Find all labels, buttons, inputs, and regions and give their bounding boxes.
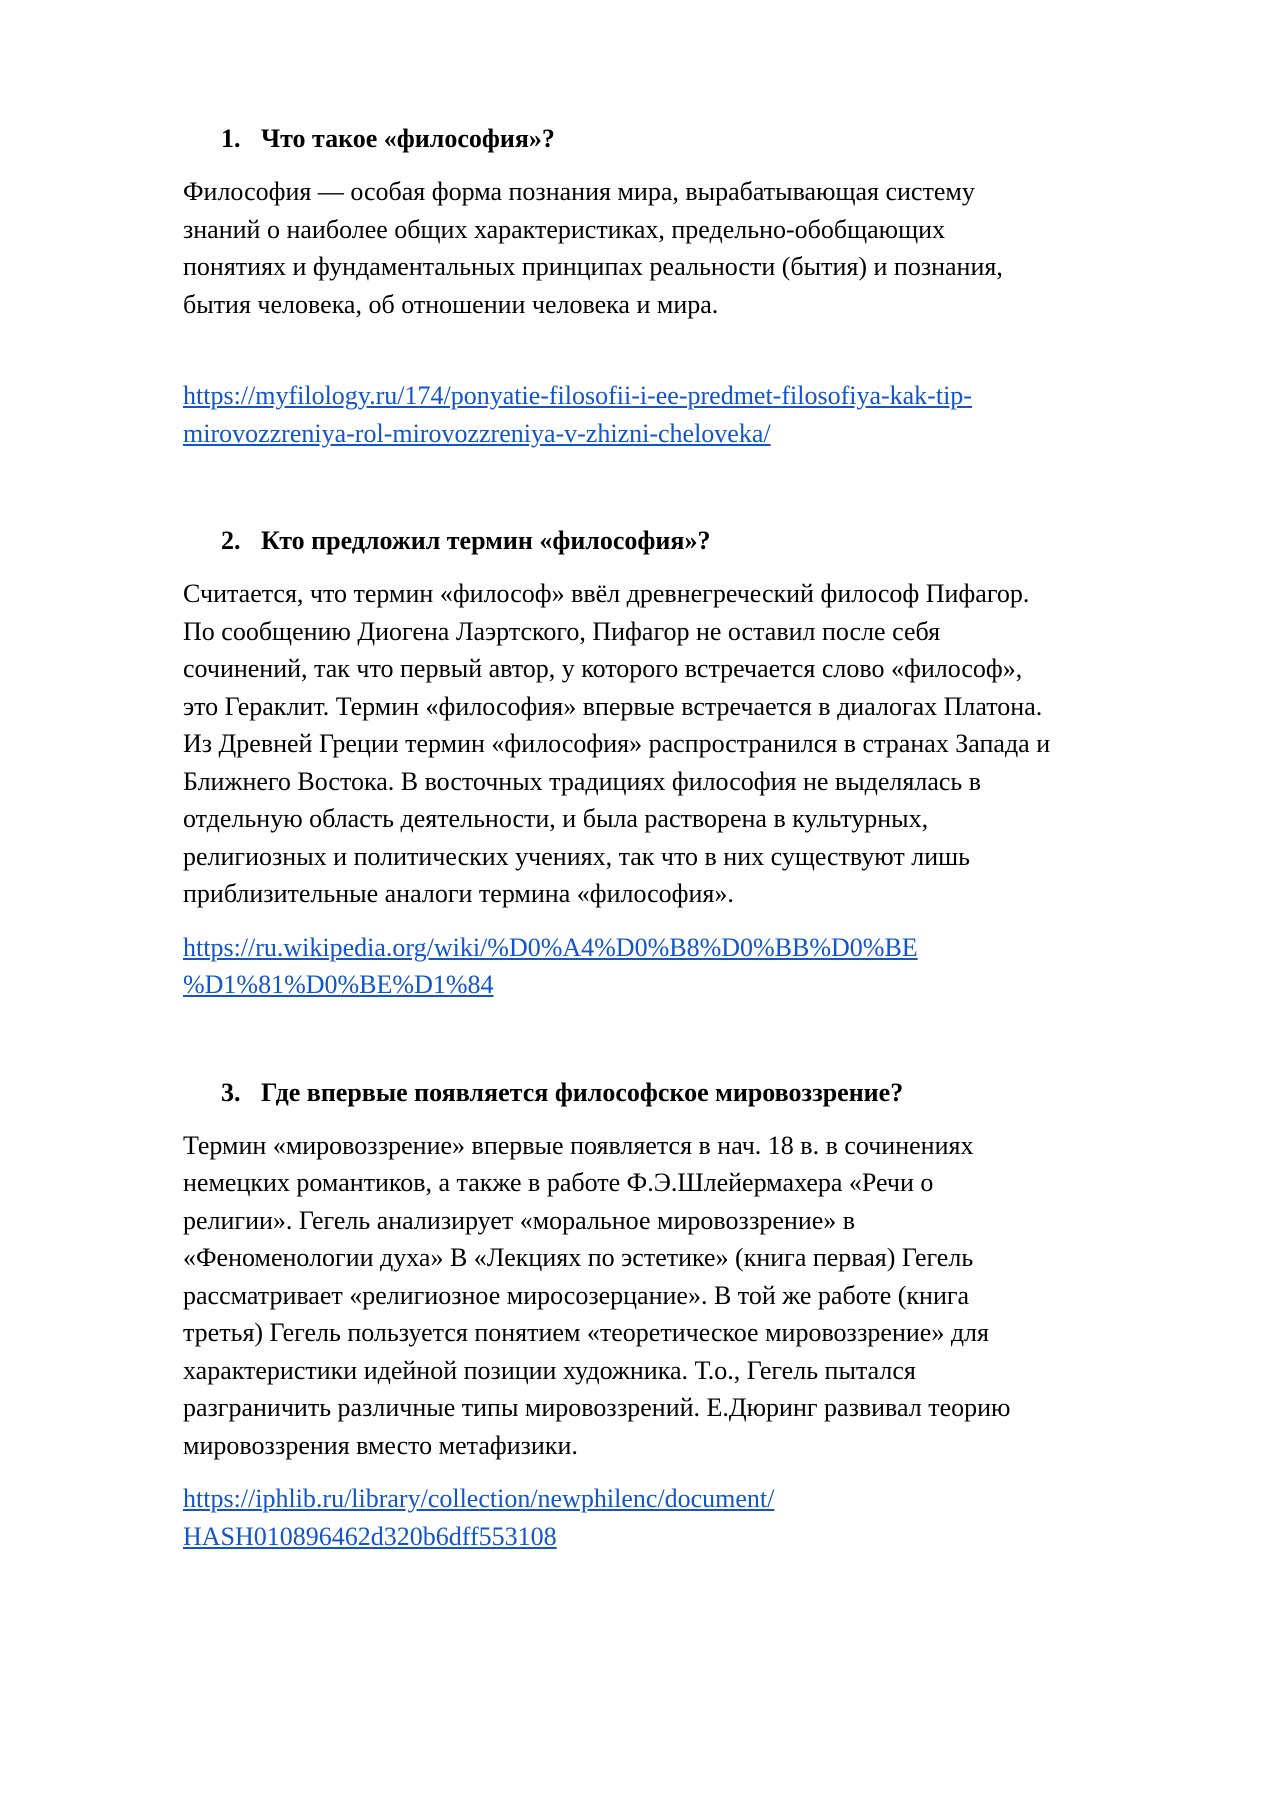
section-heading (183, 522, 1203, 559)
section-heading (183, 1074, 1203, 1111)
document-content (183, 120, 1203, 1555)
list-number: 1. (221, 124, 241, 153)
source-link[interactable]: https://iphlib.ru/library/collection/newphilenc/document/ HASH010896462d320b6dff553108 (183, 1484, 775, 1551)
section-who-proposed-term (183, 522, 1203, 1004)
source-link[interactable]: https://ru.wikipedia.org/wiki/%D0%A4%D0%B8%D0%BB%D0%BE %D1%81%D0%BE%D1%84 (183, 932, 918, 999)
source-link[interactable]: https://myfilology.ru/174/ponyatie-filosofii-i-ee-predmet-filosofiya-kak-tip- mirovozzreniya-rol-mirovozzreniya-v-zhizni-cheloveka/ (183, 381, 972, 448)
section-body: Считается, что термин «философ» ввёл древнегреческий философ Пифагор. По сообщению Диогена Лаэртского, Пифагор не оставил после себя сочинений, так что первый автор, у которого встречается слово «философ», это Гераклит. Термин «философия» впервые встречается в диалогах Платона. Из Древней Греции термин «философия» распространился в странах Запада и Ближнего Востока. В восточных традициях философия не выделялась в отдельную область деятельности, и была растворена в культурных, религиозных и политических учениях, так что в них существуют лишь приблизительные аналоги термина «философия». (183, 579, 1051, 908)
heading-text: Где впервые появляется философское мировоззрение? (261, 1077, 904, 1107)
section-body: Термин «мировоззрение» впервые появляется в нач. 18 в. в сочинениях немецких романтиков, а также в работе Ф.Э.Шлейермахера «Речи о религии». Гегель анализирует «моральное мировоззрение» в «Феноменологии духа» В «Лекциях по эстетике» (книга первая) Гегель рассматривает «религиозное миросозерцание». В той же работе (книга третья) Гегель пользуется понятием «теоретическое мировоззрение» для характеристики идейной позиции художника. Т.о., Гегель пытался разграничить различные типы мировоззрений. Е.Дюринг развивал теорию мировоззрения вместо метафизики. (183, 1130, 1011, 1460)
list-number: 3. (221, 1077, 241, 1107)
heading-text: Что такое «философия»? (261, 124, 555, 153)
section-heading (183, 120, 1203, 157)
section-what-is-philosophy (183, 120, 1203, 452)
section-body: Философия — особая форма познания мира, вырабатывающая систему знаний о наиболее общих характеристиках, предельно-обобщающих понятиях и фундаментальных принципах реальности (бытия) и познания, бытия человека, об отношении человека и мира. (183, 177, 1003, 319)
list-number: 2. (221, 526, 241, 555)
section-where-worldview-appears (183, 1074, 1203, 1556)
heading-text: Кто предложил термин «философия»? (261, 526, 711, 555)
